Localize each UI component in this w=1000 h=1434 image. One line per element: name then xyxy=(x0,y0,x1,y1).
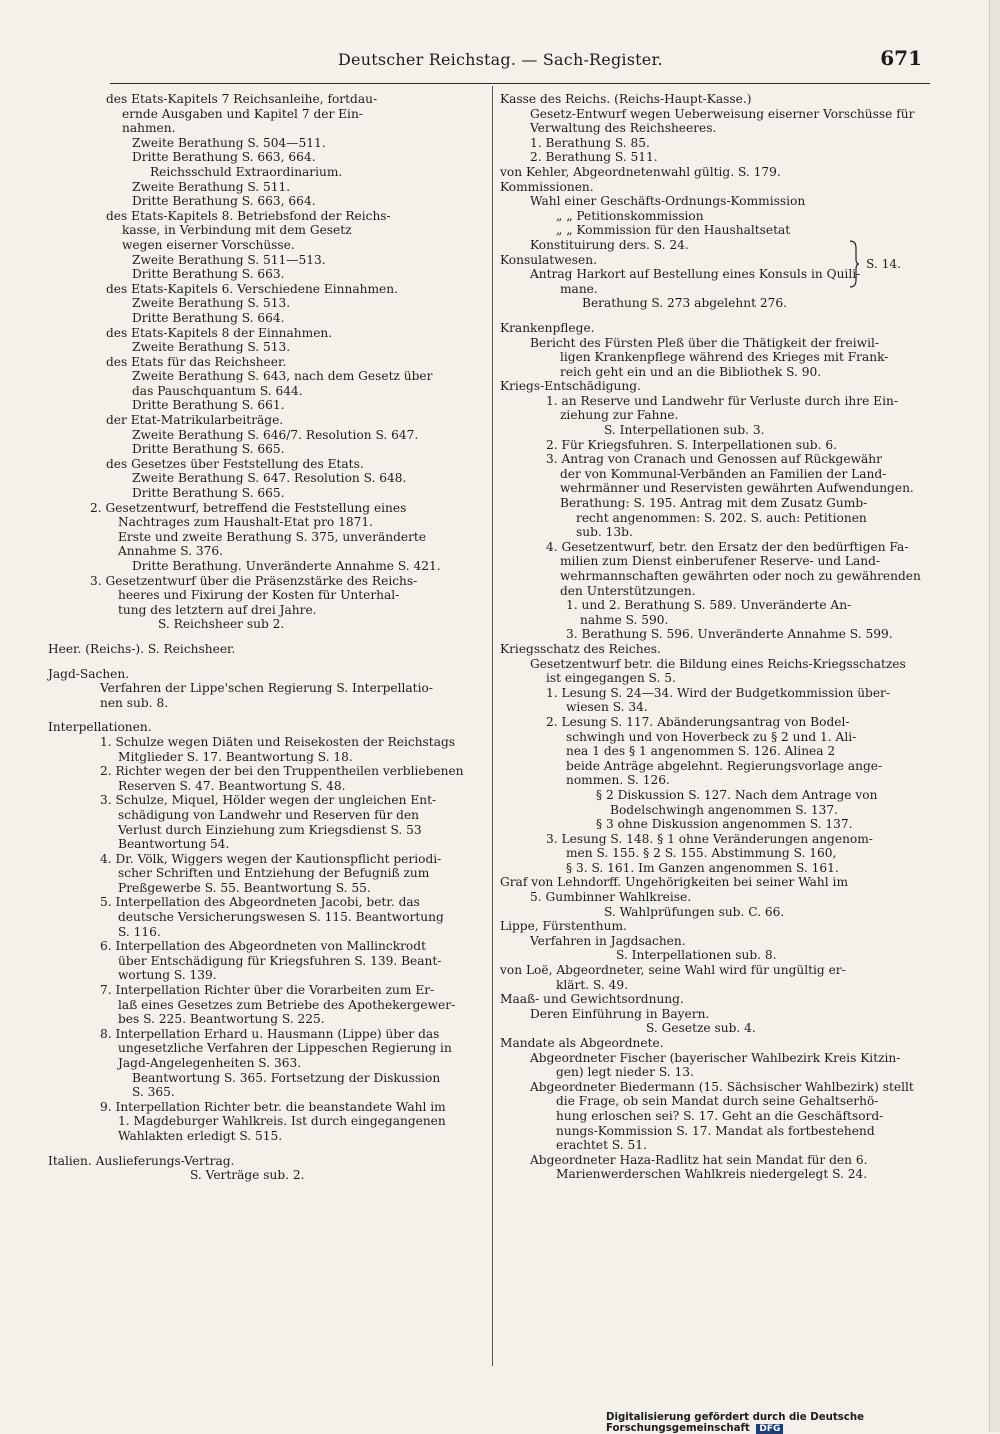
register-line: 7. Interpellation Richter über die Vorarbeiten zum Er- xyxy=(100,983,435,998)
register-line: hung erloschen sei? S. 17. Geht an die Geschäftsord- xyxy=(556,1108,884,1123)
register-line: 4. Dr. Völk, Wiggers wegen der Kautionspflicht periodi- xyxy=(100,851,442,866)
footer xyxy=(606,1412,996,1434)
register-line: 2. Für Kriegsfuhren. S. Interpellationen sub. 6. xyxy=(546,437,837,452)
register-line: ernde Ausgaben und Kapitel 7 der Ein- xyxy=(122,106,363,121)
register-line: der von Kommunal-Verbänden an Familien der Land- xyxy=(560,466,887,481)
register-line: von Kehler, Abgeordnetenwahl gültig. S. 179. xyxy=(500,164,781,179)
register-line: 3. Lesung S. 148. § 1 ohne Veränderungen angenom- xyxy=(546,831,873,846)
footer-text: Digitalisierung gefördert durch die Deutsche Forschungsgemeinschaft xyxy=(606,1412,864,1434)
register-line: Preßgewerbe S. 55. Beantwortung S. 55. xyxy=(118,880,371,895)
register-line: Annahme S. 376. xyxy=(118,544,224,559)
register-line: Heer. (Reichs-). S. Reichsheer. xyxy=(48,641,236,656)
register-line: deutsche Versicherungswesen S. 115. Beantwortung xyxy=(118,910,444,925)
page-edge xyxy=(989,0,1000,1432)
register-line: Konsulatwesen. xyxy=(500,252,597,267)
register-line: wehrmannschaften gewährten oder noch zu gewährenden xyxy=(560,569,921,583)
register-line: 3. Schulze, Miquel, Hölder wegen der ungleichen Ent- xyxy=(100,793,437,808)
dfg-badge: DFG xyxy=(756,1424,783,1434)
register-line: Marienwerderschen Wahlkreis niedergelegt S. 24. xyxy=(556,1167,868,1182)
register-line: Deren Einführung in Bayern. xyxy=(530,1006,710,1021)
register-line: Krankenpflege. xyxy=(500,320,595,335)
register-line: 1. Schulze wegen Diäten und Reisekosten der Reichstags xyxy=(100,734,456,749)
register-line: Kriegs-Entschädigung. xyxy=(500,379,641,394)
register-line: 1. Lesung S. 24—34. Wird der Budgetkommission über- xyxy=(546,685,891,700)
register-line: des Etats-Kapitels 6. Verschiedene Einnahmen. xyxy=(106,281,398,296)
register-line: 9. Interpellation Richter betr. die beanstandete Wahl im xyxy=(100,1099,446,1114)
register-line: Konstituirung ders. S. 24. xyxy=(530,237,689,252)
register-line: von Loë, Abgeordneter, seine Wahl wird für ungültig er- xyxy=(500,963,846,978)
register-line: Berathung S. 273 abgelehnt 276. xyxy=(582,296,787,311)
register-line: das Pauschquantum S. 644. xyxy=(132,383,303,398)
register-line: recht angenommen: S. 202. S. auch: Petitionen xyxy=(576,510,867,525)
register-line: wegen eiserner Vorschüsse. xyxy=(122,237,295,252)
register-line: ist eingegangen S. 5. xyxy=(546,671,676,686)
register-line: Jagd-Angelegenheiten S. 363. xyxy=(118,1056,302,1070)
register-line: S. Interpellationen sub. 8. xyxy=(616,948,777,963)
register-line: über Entschädigung für Kriegsfuhren S. 139. Beant- xyxy=(118,953,442,968)
register-line: milien zum Dienst einberufener Reserve- und Land- xyxy=(560,554,881,569)
register-line: des Etats-Kapitels 8. Betriebsfond der Reichs- xyxy=(106,208,391,223)
register-line: Zweite Berathung S. 647. Resolution S. 648. xyxy=(132,471,407,486)
register-line: Italien. Auslieferungs-Vertrag. xyxy=(48,1153,235,1168)
register-line: S. Wahlprüfungen sub. C. 66. xyxy=(604,904,785,919)
register-line: Dritte Berathung S. 663, 664. xyxy=(132,150,316,165)
register-line: ligen Krankenpflege während des Krieges mit Frank- xyxy=(560,350,889,365)
register-line: S. Interpellationen sub. 3. xyxy=(604,423,765,438)
register-line: Wahlakten erledigt S. 515. xyxy=(118,1128,283,1143)
register-line: sub. 13b. xyxy=(576,525,633,540)
register-line: des Gesetzes über Feststellung des Etats. xyxy=(106,456,364,471)
register-line: § 3 ohne Diskussion angenommen S. 137. xyxy=(596,817,853,832)
register-line: des Etats-Kapitels 8 der Einnahmen. xyxy=(106,325,333,340)
register-line: gen) legt nieder S. 13. xyxy=(556,1065,694,1080)
register-line: S. Reichsheer sub 2. xyxy=(158,617,285,632)
register-line: „ „ Petitionskommission xyxy=(556,208,704,223)
register-line: Bodelschwingh angenommen S. 137. xyxy=(610,802,839,817)
column-divider xyxy=(492,86,493,1366)
register-line: Erste und zweite Berathung S. 375, unveränderte xyxy=(118,529,427,544)
register-line: 2. Lesung S. 117. Abänderungsantrag von Bodel- xyxy=(546,714,850,729)
register-line: Gesetzentwurf betr. die Bildung eines Reichs-Kriegsschatzes xyxy=(530,656,906,671)
register-line: 2. Richter wegen der bei den Truppentheilen verbliebenen xyxy=(100,764,464,779)
register-line: 4. Gesetzentwurf, betr. den Ersatz der den bedürftigen Fa- xyxy=(546,539,909,554)
register-line: 1. Berathung S. 85. xyxy=(530,135,650,150)
register-line: Lippe, Fürstenthum. xyxy=(500,919,627,934)
register-line: scher Schriften und Entziehung der Befugniß zum xyxy=(118,866,430,881)
register-line: erachtet S. 51. xyxy=(556,1138,647,1153)
register-line: die Frage, ob sein Mandat durch seine Gehaltserhö- xyxy=(556,1094,879,1109)
register-line: Zweite Berathung S. 511. xyxy=(132,179,291,194)
register-line: Dritte Berathung S. 663, 664. xyxy=(132,194,316,209)
register-line: wortung S. 139. xyxy=(118,968,217,983)
kommission-brace xyxy=(848,240,860,288)
register-line: Zweite Berathung S. 511—513. xyxy=(132,252,326,267)
register-line: klärt. S. 49. xyxy=(556,977,629,992)
register-line: 5. Interpellation des Abgeordneten Jacobi, betr. das xyxy=(100,895,420,910)
register-line: Kriegsschatz des Reiches. xyxy=(500,641,661,656)
register-line: 2. Gesetzentwurf, betreffend die Feststellung eines xyxy=(90,500,407,515)
register-line: nommen. S. 126. xyxy=(566,773,670,788)
register-line: reich geht ein und an die Bibliothek S. 90. xyxy=(560,364,822,379)
register-line: Verfahren der Lippe'schen Regierung S. Interpellatio- xyxy=(100,681,433,696)
register-line: S. 116. xyxy=(118,924,161,939)
register-line: Dritte Berathung S. 665. xyxy=(132,442,285,457)
register-line: Dritte Berathung S. 663. xyxy=(132,267,285,282)
register-line: den Unterstützungen. xyxy=(560,583,696,598)
register-line: Abgeordneter Fischer (bayerischer Wahlbezirk Kreis Kitzin- xyxy=(530,1050,901,1065)
register-line: Mitglieder S. 17. Beantwortung S. 18. xyxy=(118,749,353,764)
register-line: nahmen. xyxy=(122,121,176,136)
register-line: beide Anträge abgelehnt. Regierungsvorlage ange- xyxy=(566,758,883,773)
register-line: Mandate als Abgeordnete. xyxy=(500,1036,664,1050)
spacer xyxy=(42,710,482,720)
right-column xyxy=(500,92,932,1182)
register-line: Reserven S. 47. Beantwortung S. 48. xyxy=(118,778,346,793)
register-line: Antrag Harkort auf Bestellung eines Konsuls in Quili- xyxy=(530,267,861,282)
register-line: Nachtrages zum Haushalt-Etat pro 1871. xyxy=(118,515,374,530)
register-line: ziehung zur Fahne. xyxy=(560,408,679,423)
register-line: bes S. 225. Beantwortung S. 225. xyxy=(118,1012,325,1027)
register-line: schwingh und von Hoverbeck zu § 2 und 1. Ali- xyxy=(566,729,857,744)
register-line: S. 365. xyxy=(132,1085,175,1100)
register-line: Beantwortung 54. xyxy=(118,837,230,852)
register-line: Maaß- und Gewichtsordnung. xyxy=(500,992,684,1007)
register-line: 1. an Reserve und Landwehr für Verluste durch ihre Ein- xyxy=(546,393,898,408)
register-line: Verlust durch Einziehung zum Kriegsdienst S. 53 xyxy=(118,822,422,837)
register-line: schädigung von Landwehr und Reserven für den xyxy=(118,807,420,822)
register-line: nen sub. 8. xyxy=(100,695,169,710)
register-line: Zweite Berathung S. 513. xyxy=(132,296,291,311)
register-line: 3. Berathung S. 596. Unveränderte Annahme S. 599. xyxy=(566,627,893,642)
register-line: ungesetzliche Verfahren der Lippeschen Regierung in xyxy=(118,1041,452,1056)
register-line: Zweite Berathung S. 646/7. Resolution S. 647. xyxy=(132,427,419,442)
register-line: Dritte Berathung S. 664. xyxy=(132,310,285,325)
register-line: Abgeordneter Haza-Radlitz hat sein Mandat für den 6. xyxy=(530,1152,868,1167)
running-title: Deutscher Reichstag. — Sach-Register. xyxy=(338,50,663,69)
register-line: S. Verträge sub. 2. xyxy=(190,1168,305,1183)
register-line: 8. Interpellation Erhard u. Hausmann (Lippe) über das xyxy=(100,1026,440,1041)
register-line: Jagd-Sachen. xyxy=(48,666,130,681)
register-line: Graf von Lehndorff. Ungehörigkeiten bei seiner Wahl im xyxy=(500,875,848,890)
left-column xyxy=(42,92,482,1183)
register-line: Dritte Berathung. Unveränderte Annahme S. 421. xyxy=(132,559,441,573)
register-line: 1. und 2. Berathung S. 589. Unveränderte An- xyxy=(566,598,852,613)
register-line: wehrmänner und Reservisten gewährten Aufwendungen. xyxy=(560,481,914,496)
register-line: wiesen S. 34. xyxy=(566,700,648,715)
register-line: Reichsschuld Extraordinarium. xyxy=(150,164,343,179)
kommission-reference: S. 14. xyxy=(866,257,902,271)
register-line: heeres und Fixirung der Kosten für Unterhal- xyxy=(118,588,400,603)
register-line: nea 1 des § 1 angenommen S. 126. Alinea 2 xyxy=(566,744,836,759)
spacer xyxy=(42,632,482,642)
register-line: Beantwortung S. 365. Fortsetzung der Diskussion xyxy=(132,1070,441,1085)
register-line: Verfahren in Jagdsachen. xyxy=(530,933,686,948)
register-line: Zweite Berathung S. 513. xyxy=(132,340,291,355)
register-line: des Etats-Kapitels 7 Reichsanleihe, fortdau- xyxy=(106,92,378,106)
register-line: nahme S. 590. xyxy=(580,612,669,627)
register-line: § 3. S. 161. Im Ganzen angenommen S. 161. xyxy=(566,860,839,875)
register-line: Abgeordneter Biedermann (15. Sächsischer Wahlbezirk) stellt xyxy=(530,1079,914,1094)
register-line: Interpellationen. xyxy=(48,720,152,735)
register-line: men S. 155. § 2 S. 155. Abstimmung S. 160, xyxy=(566,846,837,861)
register-line: Kommissionen. xyxy=(500,179,594,194)
register-line: laß eines Gesetzes zum Betriebe des Apothekergewer- xyxy=(118,997,456,1012)
register-line: § 2 Diskussion S. 127. Nach dem Antrage von xyxy=(596,787,878,802)
register-line: der Etat-Matrikularbeiträge. xyxy=(106,413,284,428)
register-line: „ „ Kommission für den Haushaltsetat xyxy=(556,223,791,238)
register-line: Zweite Berathung S. 504—511. xyxy=(132,135,326,150)
register-line: 3. Antrag von Cranach und Genossen auf Rückgewähr xyxy=(546,452,882,467)
register-line: tung des letztern auf drei Jahre. xyxy=(118,602,317,617)
register-line: S. Gesetze sub. 4. xyxy=(646,1021,756,1036)
register-line: 5. Gumbinner Wahlkreise. xyxy=(530,890,692,905)
register-line: Berathung: S. 195. Antrag mit dem Zusatz Gumb- xyxy=(560,496,868,511)
register-line: 1. Magdeburger Wahlkreis. Ist durch eingegangenen xyxy=(118,1114,446,1129)
spacer xyxy=(42,657,482,667)
register-line: 2. Berathung S. 511. xyxy=(530,150,658,165)
register-line: nungs-Kommission S. 17. Mandat als fortbestehend xyxy=(556,1123,875,1138)
register-line: Dritte Berathung S. 661. xyxy=(132,398,285,413)
register-line: 3. Gesetzentwurf über die Präsenzstärke des Reichs- xyxy=(90,573,418,588)
register-line: Dritte Berathung S. 665. xyxy=(132,486,285,501)
register-line: Zweite Berathung S. 643, nach dem Gesetz über xyxy=(132,369,433,384)
register-line: Wahl einer Geschäfts-Ordnungs-Kommission xyxy=(530,194,806,209)
page-number: 671 xyxy=(880,46,922,70)
header-rule xyxy=(110,83,930,84)
page-header xyxy=(330,46,930,76)
register-line: kasse, in Verbindung mit dem Gesetz xyxy=(122,223,352,238)
register-line: mane. xyxy=(560,281,598,296)
spacer xyxy=(42,1144,482,1154)
register-line: Kasse des Reichs. (Reichs-Haupt-Kasse.) xyxy=(500,92,752,106)
register-line: des Etats für das Reichsheer. xyxy=(106,354,287,369)
register-line: Bericht des Fürsten Pleß über die Thätigkeit der freiwil- xyxy=(530,335,879,350)
register-line: Gesetz-Entwurf wegen Ueberweisung eiserner Vorschüsse für xyxy=(530,106,915,121)
register-line: Verwaltung des Reichsheeres. xyxy=(530,121,717,136)
register-line: 6. Interpellation des Abgeordneten von Mallinckrodt xyxy=(100,939,426,954)
spacer xyxy=(500,311,932,321)
